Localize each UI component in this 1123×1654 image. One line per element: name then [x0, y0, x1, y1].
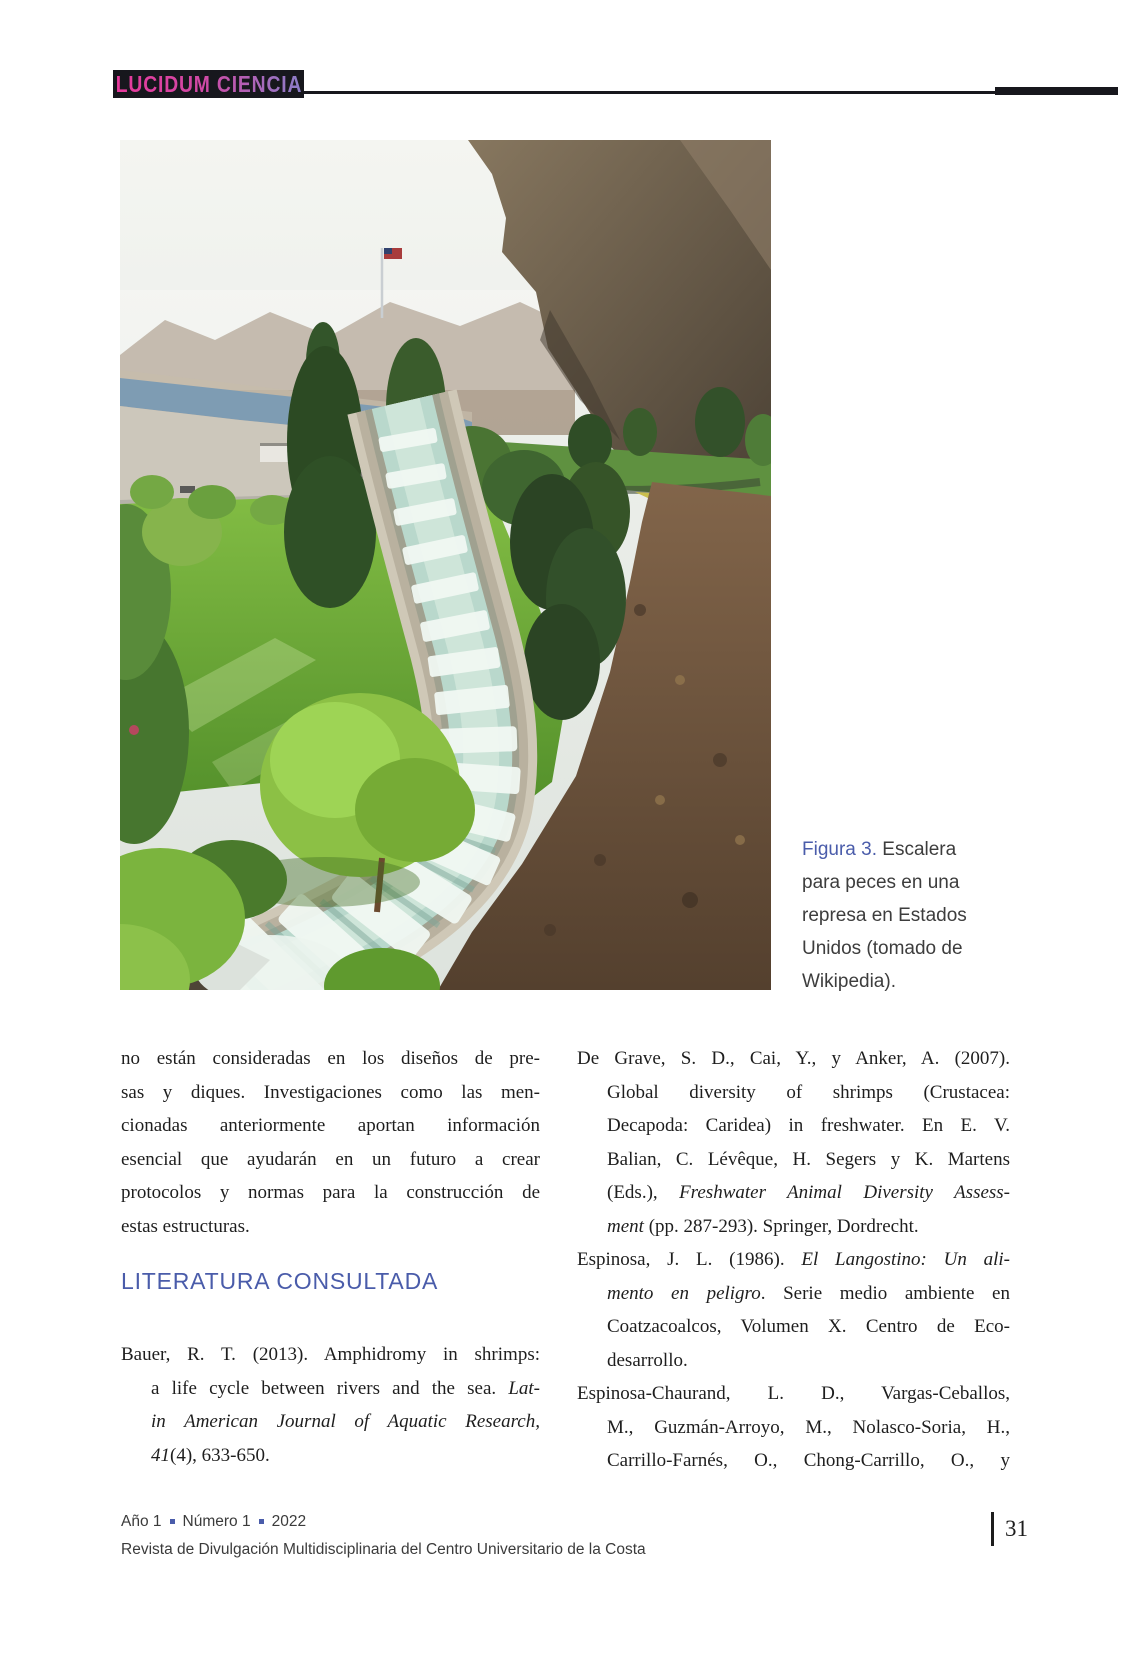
text-line: a life cycle between rivers and the sea. Lat-	[151, 1377, 540, 1399]
reference-entry	[577, 1243, 1010, 1377]
reference-entry	[577, 1042, 1010, 1243]
text-line: protocolos y normas para la construcción de	[121, 1182, 540, 1203]
text-line: represa en Estados	[802, 905, 967, 926]
text-line: De Grave, S. D., Cai, Y., y Anker, A. (2007).	[577, 1048, 1010, 1069]
text-line: sas y diques. Investigaciones como las men-	[121, 1081, 540, 1103]
text-line: M., Guzmán-Arroyo, M., Nolasco-Soria, H.,	[607, 1416, 1010, 1438]
figure-caption	[802, 833, 1002, 998]
text-line: estas estructuras.	[121, 1215, 250, 1237]
journal-name: Revista de Divulgación Multidisciplinaria del Centro Universitario de la Costa	[121, 1541, 646, 1558]
page-number: 31	[1005, 1516, 1028, 1541]
text-line: no están consideradas en los diseños de pre-	[121, 1048, 540, 1069]
fish-ladder-photo	[120, 140, 771, 990]
text-line: Coatzacoalcos, Volumen X. Centro de Eco-	[607, 1316, 1010, 1337]
page-number-divider	[991, 1512, 994, 1546]
issue-number: Número 1	[182, 1513, 251, 1530]
text-line: Unidos (tomado de	[802, 938, 963, 959]
reference-list-left	[121, 1338, 540, 1472]
bullet-square-icon	[170, 1519, 175, 1524]
issue-meta	[121, 1513, 306, 1531]
text-line: 41(4), 633-650.	[151, 1444, 270, 1466]
issue-year: Año 1	[121, 1513, 162, 1530]
issue-date: 2022	[271, 1513, 307, 1530]
text-line: in American Journal of Aquatic Research,	[151, 1411, 540, 1432]
text-line: Bauer, R. T. (2013). Amphidromy in shrimps:	[121, 1344, 540, 1365]
section-heading: LITERATURA CONSULTADA	[121, 1268, 439, 1294]
text-line: Carrillo-Farnés, O., Chong-Carrillo, O., y	[607, 1450, 1010, 1471]
reference-entry	[121, 1338, 540, 1472]
text-line: Balian, C. Lévêque, H. Segers y K. Martens	[607, 1148, 1010, 1170]
text-line: (Eds.), Freshwater Animal Diversity Assess-	[607, 1182, 1011, 1203]
text-line: Figura 3. Escalera	[802, 839, 957, 860]
text-line: para peces en una	[802, 872, 960, 893]
header-rule	[304, 91, 995, 94]
text-line: Decapoda: Caridea) in freshwater. En E. V.	[607, 1115, 1010, 1136]
brand-logo	[113, 70, 304, 98]
text-line: esencial que ayudarán en un futuro a crear	[121, 1148, 540, 1170]
reference-list-right	[577, 1042, 1010, 1478]
text-line: Espinosa, J. L. (1986). El Langostino: Un ali-	[577, 1249, 1010, 1270]
text-line: Wikipedia).	[802, 971, 896, 992]
bullet-square-icon	[259, 1519, 264, 1524]
body-paragraph	[121, 1042, 540, 1243]
header-rule-accent	[995, 87, 1118, 95]
text-line: cionadas anteriormente aportan información	[121, 1115, 540, 1136]
text-line: mento en peligro. Serie medio ambiente en	[607, 1282, 1010, 1304]
left-column	[121, 1042, 540, 1562]
fish-ladder-photo-svg	[120, 140, 771, 990]
text-line: Espinosa-Chaurand, L. D., Vargas-Ceballos,	[577, 1383, 1010, 1404]
text-line: desarrollo.	[607, 1349, 688, 1371]
text-line: ment (pp. 287-293). Springer, Dordrecht.	[607, 1215, 919, 1237]
right-column	[577, 1042, 1010, 1562]
reference-entry	[577, 1377, 1010, 1478]
brand-name: LUCIDUM CIENCIA	[115, 70, 302, 97]
page-number-block	[991, 1512, 1028, 1546]
text-line: Global diversity of shrimps (Crustacea:	[607, 1081, 1010, 1103]
